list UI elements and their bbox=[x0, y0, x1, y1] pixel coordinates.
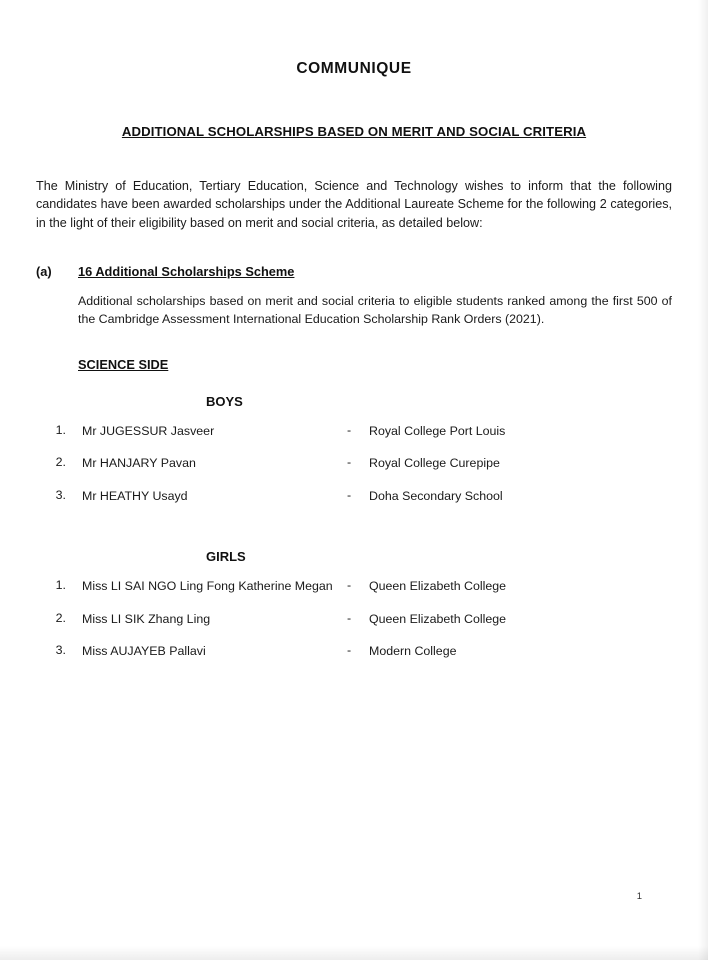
item-number: 2. bbox=[55, 610, 66, 625]
section-title: 16 Additional Scholarships Scheme bbox=[78, 263, 295, 279]
intro-paragraph: The Ministry of Education, Tertiary Education, Science and Technology wishes to inform that the following candidates have been awarded scholarships under the Additional Laureate Scheme for the following 2 categories, in the light of their eligibility based on merit and social criteria, as detailed below: bbox=[36, 179, 672, 230]
item-school: Doha Secondary School bbox=[369, 489, 503, 504]
page-title: COMMUNIQUE bbox=[296, 60, 412, 77]
list-item bbox=[36, 578, 672, 595]
item-school: Queen Elizabeth College bbox=[369, 578, 507, 593]
item-number: 1. bbox=[55, 422, 66, 437]
document-subtitle: ADDITIONAL SCHOLARSHIPS BASED ON MERIT AND SOCIAL CRITERIA bbox=[121, 124, 587, 139]
item-dash: - bbox=[347, 422, 352, 437]
item-name: Mr JUGESSUR Jasveer bbox=[82, 423, 215, 438]
section-marker: (a) bbox=[36, 263, 52, 279]
item-school: Modern College bbox=[369, 644, 457, 659]
item-name: Miss LI SAI NGO Ling Fong Katherine Megan bbox=[82, 578, 333, 593]
item-school: Royal College Curepipe bbox=[369, 456, 500, 471]
item-number: 3. bbox=[55, 643, 66, 658]
item-name: Miss LI SIK Zhang Ling bbox=[82, 611, 211, 626]
item-dash: - bbox=[347, 643, 352, 658]
item-school: Royal College Port Louis bbox=[369, 423, 506, 438]
item-number: 3. bbox=[55, 488, 66, 503]
section-a bbox=[36, 264, 672, 372]
page-number: 1 bbox=[636, 891, 642, 902]
item-school: Queen Elizabeth College bbox=[369, 611, 507, 626]
subject-heading: SCIENCE SIDE bbox=[78, 356, 169, 372]
girls-list bbox=[36, 578, 672, 660]
item-name: Mr HANJARY Pavan bbox=[82, 456, 196, 471]
item-dash: - bbox=[347, 455, 352, 470]
list-item bbox=[36, 643, 672, 660]
item-dash: - bbox=[347, 610, 352, 625]
list-item bbox=[36, 488, 672, 505]
list-item bbox=[36, 455, 672, 472]
section-heading bbox=[36, 264, 672, 279]
boys-title: BOYS bbox=[206, 393, 243, 409]
item-number: 2. bbox=[55, 455, 66, 470]
item-number: 1. bbox=[55, 577, 66, 592]
item-dash: - bbox=[347, 488, 352, 503]
item-name: Mr HEATHY Usayd bbox=[82, 489, 188, 504]
list-item bbox=[36, 611, 672, 628]
boys-list bbox=[36, 423, 672, 505]
item-name: Miss AUJAYEB Pallavi bbox=[82, 644, 206, 659]
list-item bbox=[36, 423, 672, 440]
boys-group bbox=[36, 394, 672, 505]
section-body: Additional scholarships based on merit and social criteria to eligible students ranked among the first 500 of the Cambridge Assessment International Education Scholarship Rank Orders (2021). bbox=[78, 293, 672, 326]
girls-group bbox=[36, 549, 672, 660]
item-dash: - bbox=[347, 577, 352, 592]
girls-title: GIRLS bbox=[206, 548, 246, 564]
